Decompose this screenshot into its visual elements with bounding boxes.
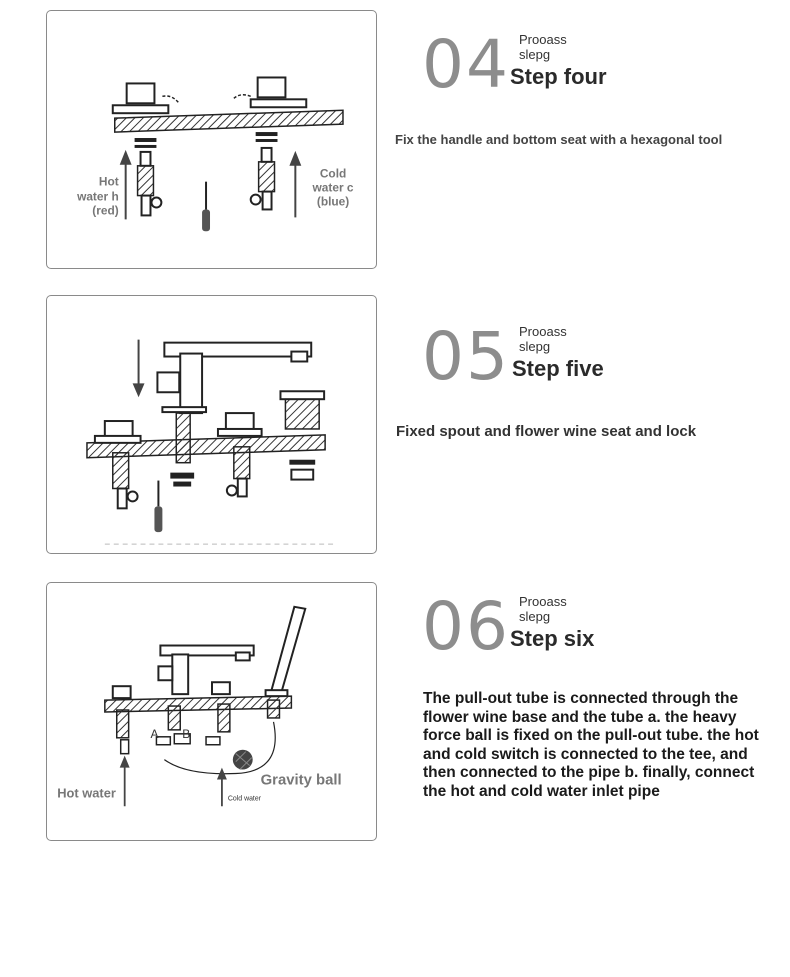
step-6-title: Step six (510, 626, 595, 651)
hot-water-label: Hot water (57, 785, 116, 801)
cold-label-line2: water c (312, 180, 354, 195)
cold-label-line3: (blue) (316, 194, 350, 209)
hot-label-line2: water h (77, 189, 119, 204)
hot-label-line1: Hot (98, 174, 119, 189)
step-4-number: 04 (422, 26, 510, 103)
step-6-subtitle-line2: slepg (519, 609, 551, 624)
step-5-description: Fixed spout and flower wine seat and lock (396, 423, 697, 440)
step-6-number: 06 (422, 588, 510, 665)
step-5-subtitle-line1: Prooass (519, 324, 567, 339)
step-4-diagram (47, 11, 376, 268)
step-6-diagram (47, 583, 376, 840)
step-4-subtitle-line2: slepg (519, 47, 551, 62)
gravity-ball-label: Gravity ball (260, 772, 342, 789)
label-b: B (182, 726, 191, 741)
step-5-number: 05 (422, 318, 510, 395)
hot-label-line3: (red) (92, 203, 119, 218)
step-4-subtitle-line1: Prooass (519, 32, 567, 47)
step-5-illustration (46, 295, 377, 554)
step-4-title: Step four (510, 64, 607, 89)
cold-water-label: Cold water (227, 795, 262, 803)
step-5-diagram (47, 296, 376, 553)
cold-label-line1: Cold (319, 166, 347, 181)
step-6-subtitle-line1: Prooass (519, 594, 567, 609)
step-5-subtitle-line2: slepg (519, 339, 551, 354)
step-5-title: Step five (512, 356, 604, 381)
step-4-description: Fix the handle and bottom seat with a hexagonal tool (395, 132, 723, 147)
step-6-illustration (46, 582, 377, 841)
label-a: A (150, 726, 159, 741)
step-4-illustration (46, 10, 377, 269)
step-6-description: The pull-out tube is connected through the flower wine base and the tube a. the heavy force ball is fixed on the pull-out tube. the hot and cold switch is connected to the tee, and then connected to the pipe b. finally, connect the hot and cold water inlet pipe (423, 690, 759, 800)
